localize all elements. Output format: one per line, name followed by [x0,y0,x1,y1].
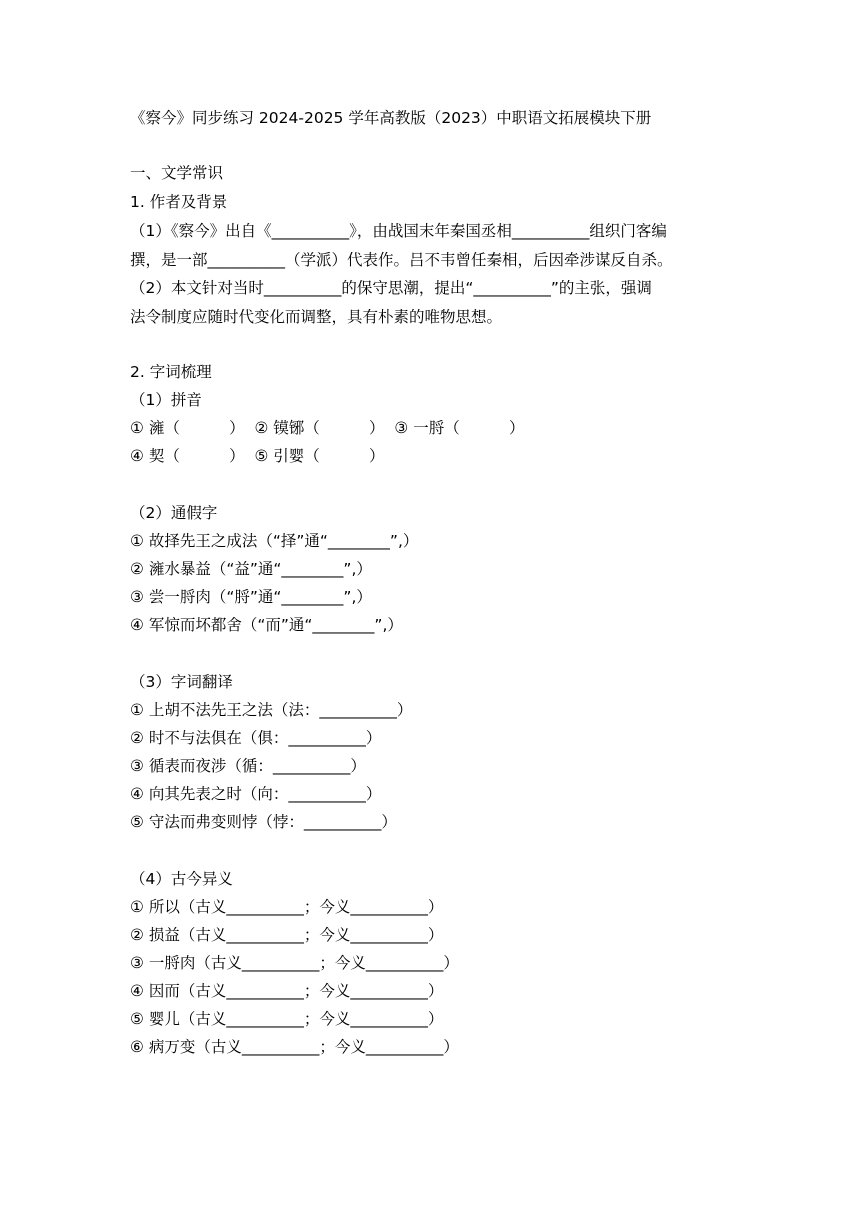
subheading-gujin: （4）古今异义 [130,870,233,888]
translation-item: ④ 向其先表之时（向：__________） [130,785,382,803]
subheading-author-background: 1. 作者及背景 [130,193,228,211]
gujin-item: ③ 一脟肉（古义__________；今义__________） [130,954,459,972]
paragraph-line: 撰，是一部__________（学派）代表作。吕不韦曾任秦相，后因牵涉谋反自杀。 [130,251,673,269]
gujin-item: ⑥ 病万变（古义__________；今义__________） [130,1038,459,1056]
translation-item: ⑤ 守法而弗变则悖（悖：__________） [130,813,397,831]
document-title: 《察今》同步练习 2024-2025 学年高教版（2023）中职语文拓展模块下册 [130,109,652,127]
translation-item: ③ 循表而夜涉（循：__________） [130,757,366,775]
translation-item: ① 上胡不法先王之法（法：__________） [130,701,413,719]
subheading-translation: （3）字词翻译 [130,673,233,691]
paragraph-line: 法令制度应随时代变化而调整，具有朴素的唯物思想。 [130,308,503,326]
gujin-item: ⑤ 婴儿（古义__________；今义__________） [130,1010,444,1028]
subheading-pinyin: （1）拼音 [130,391,202,409]
gujin-item: ④ 因而（古义__________；今义__________） [130,982,444,1000]
section-heading-literary: 一、文学常识 [130,164,224,182]
tongjia-item: ③ 尝一脟肉（“脟”通“________”,） [130,588,372,606]
tongjia-item: ④ 军惊而坏都舍（“而”通“________”,） [130,616,403,634]
pinyin-line: ④ 契（ ） ⑤ 引婴（ ） [130,447,385,465]
paragraph-line: （2）本文针对当时__________的保守思潮，提出“__________”的主张，强调 [130,279,652,297]
subheading-tongjia: （2）通假字 [130,504,218,522]
paragraph-line: （1）《察今》出自《__________》，由战国末年秦国丞相__________组织门客编 [130,222,667,240]
pinyin-line: ① 澭（ ） ② 镆铘（ ） ③ 一脟（ ） [130,419,525,437]
tongjia-item: ① 故择先王之成法（“择”通“________”,） [130,532,419,550]
gujin-item: ① 所以（古义__________；今义__________） [130,898,444,916]
translation-item: ② 时不与法俱在（俱：__________） [130,729,382,747]
tongjia-item: ② 澭水暴益（“益”通“________”,） [130,560,372,578]
section-heading-words: 2. 字词梳理 [130,363,212,381]
gujin-item: ② 损益（古义__________；今义__________） [130,926,444,944]
